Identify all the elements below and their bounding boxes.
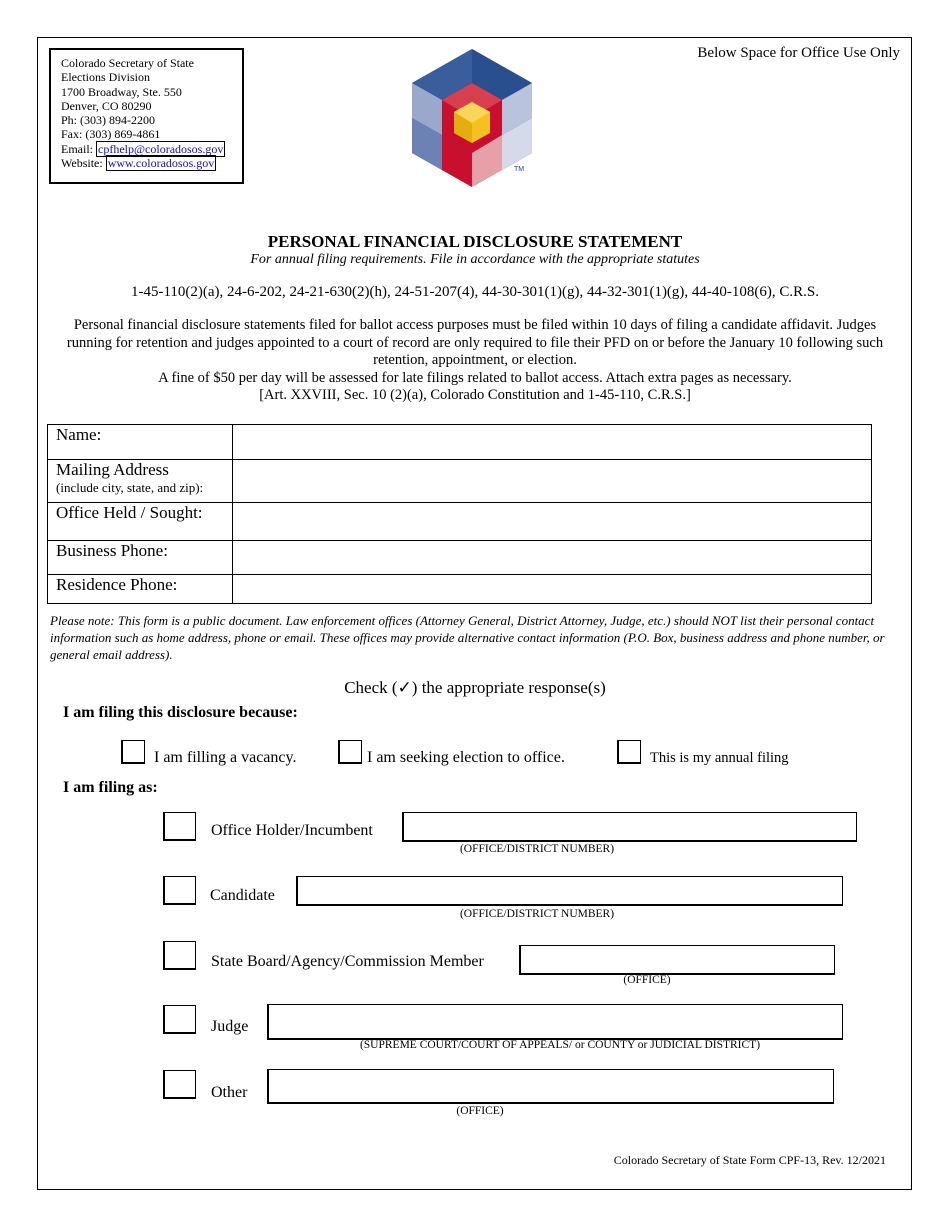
board-member-input[interactable] [519,945,835,975]
public-document-note: Please note: This form is a public document. Law enforcement offices (Attorney General, District Attorney, Judge, etc.) should NOT list their personal contact information such as home address, phone or email. These offices may provide alternative contact information (P.O. Box, business address and phone number, or general email address). [50,613,885,662]
seeking-election-option-label: I am seeking election to office. [367,749,565,766]
other-label: Other [211,1084,248,1101]
annual-filing-checkbox[interactable] [617,740,641,764]
vacancy-option-label: I am filling a vacancy. [154,749,297,766]
name-field[interactable] [233,425,872,460]
other-checkbox[interactable] [163,1070,196,1099]
office-holder-checkbox[interactable] [163,812,196,841]
page-subtitle: For annual filing requirements. File in accordance with the appropriate statutes [250,252,700,267]
office-holder-caption: (OFFICE/DISTRICT NUMBER) [459,843,615,855]
annual-filing-option-label: This is my annual filing [650,750,789,766]
website-label: Website: [61,156,106,171]
judge-label: Judge [211,1018,249,1035]
candidate-checkbox[interactable] [163,876,196,905]
contact-division: Elections Division [61,70,150,85]
board-member-caption: (OFFICE) [623,974,671,986]
other-input[interactable] [267,1069,834,1104]
office-holder-label: Office Holder/Incumbent [211,822,373,839]
instructions-p1: Personal financial disclosure statements filed for ballot access purposes must be filed within 10 days of filing a candidate affidavit. Judges running for retention and judges appointed to a court of record are only required to file their PFD on or before the January 10 following such retention, appointment, or election. [66,317,884,368]
judge-checkbox[interactable] [163,1005,196,1034]
business-phone-field[interactable] [233,541,872,575]
board-member-checkbox[interactable] [163,941,196,970]
mailing-address-label [48,460,233,503]
contact-org: Colorado Secretary of State [61,56,194,70]
judge-caption: (SUPREME COURT/COURT OF APPEALS/ or COUNTY or JUDICIAL DISTRICT) [359,1039,761,1051]
contact-box [49,48,244,184]
mailing-address-field[interactable] [233,460,872,503]
form-footer: Colorado Secretary of State Form CPF-13, Rev. 12/2021 [613,1153,886,1167]
vacancy-checkbox[interactable] [121,740,145,764]
filing-as-label: I am filing as: [63,779,158,796]
filing-reason-label: I am filing this disclosure because: [63,704,298,721]
business-phone-label: Business Phone: [48,541,233,575]
contact-phone: Ph: (303) 894-2200 [61,113,155,128]
judge-input[interactable] [267,1004,843,1040]
contact-city: Denver, CO 80290 [61,98,152,113]
office-use-label: Below Space for Office Use Only [697,45,900,61]
email-link[interactable]: cpfhelp@coloradosos.gov [98,141,224,156]
statutes: 1-45-110(2)(a), 24-6-202, 24-21-630(2)(h), 24-51-207(4), 44-30-301(1)(g), 44-32-301(1)(g), 44-40-108(6), C.R.S. [130,284,820,300]
name-label: Name: [48,425,233,460]
instructions [62,317,888,405]
residence-phone-label: Residence Phone: [48,575,233,604]
other-caption: (OFFICE) [456,1105,504,1117]
office-holder-input[interactable] [402,812,857,842]
office-field[interactable] [233,503,872,541]
contact-website-row [61,156,232,170]
check-instruction: Check (✓) the appropriate response(s) [344,678,606,697]
residence-phone-field[interactable] [233,575,872,604]
candidate-input[interactable] [296,876,843,906]
mailing-address-title: Mailing Address [56,460,169,479]
candidate-caption: (OFFICE/DISTRICT NUMBER) [459,908,615,920]
contact-street: 1700 Broadway, Ste. 550 [61,84,182,99]
logo-tm: TM [514,166,525,173]
website-link[interactable]: www.coloradosos.gov [107,156,215,171]
board-member-label: State Board/Agency/Commission Member [211,953,484,970]
contact-fax: Fax: (303) 869-4861 [61,127,161,142]
instructions-p3: [Art. XXVIII, Sec. 10 (2)(a), Colorado Constitution and 1-45-110, C.R.S.] [259,387,691,403]
colorado-logo-icon [410,47,536,189]
office-label: Office Held / Sought: [48,503,233,541]
seeking-election-checkbox[interactable] [338,740,362,764]
instructions-p2: A fine of $50 per day will be assessed for late filings related to ballot access. Attach extra pages as necessary. [158,369,792,386]
page-title: PERSONAL FINANCIAL DISCLOSURE STATEMENT [267,232,683,251]
email-label: Email: [61,141,96,156]
contact-info-table [47,424,872,604]
mailing-address-note: (include city, state, and zip): [56,480,204,495]
contact-email-row [61,142,232,156]
candidate-label: Candidate [210,887,275,904]
